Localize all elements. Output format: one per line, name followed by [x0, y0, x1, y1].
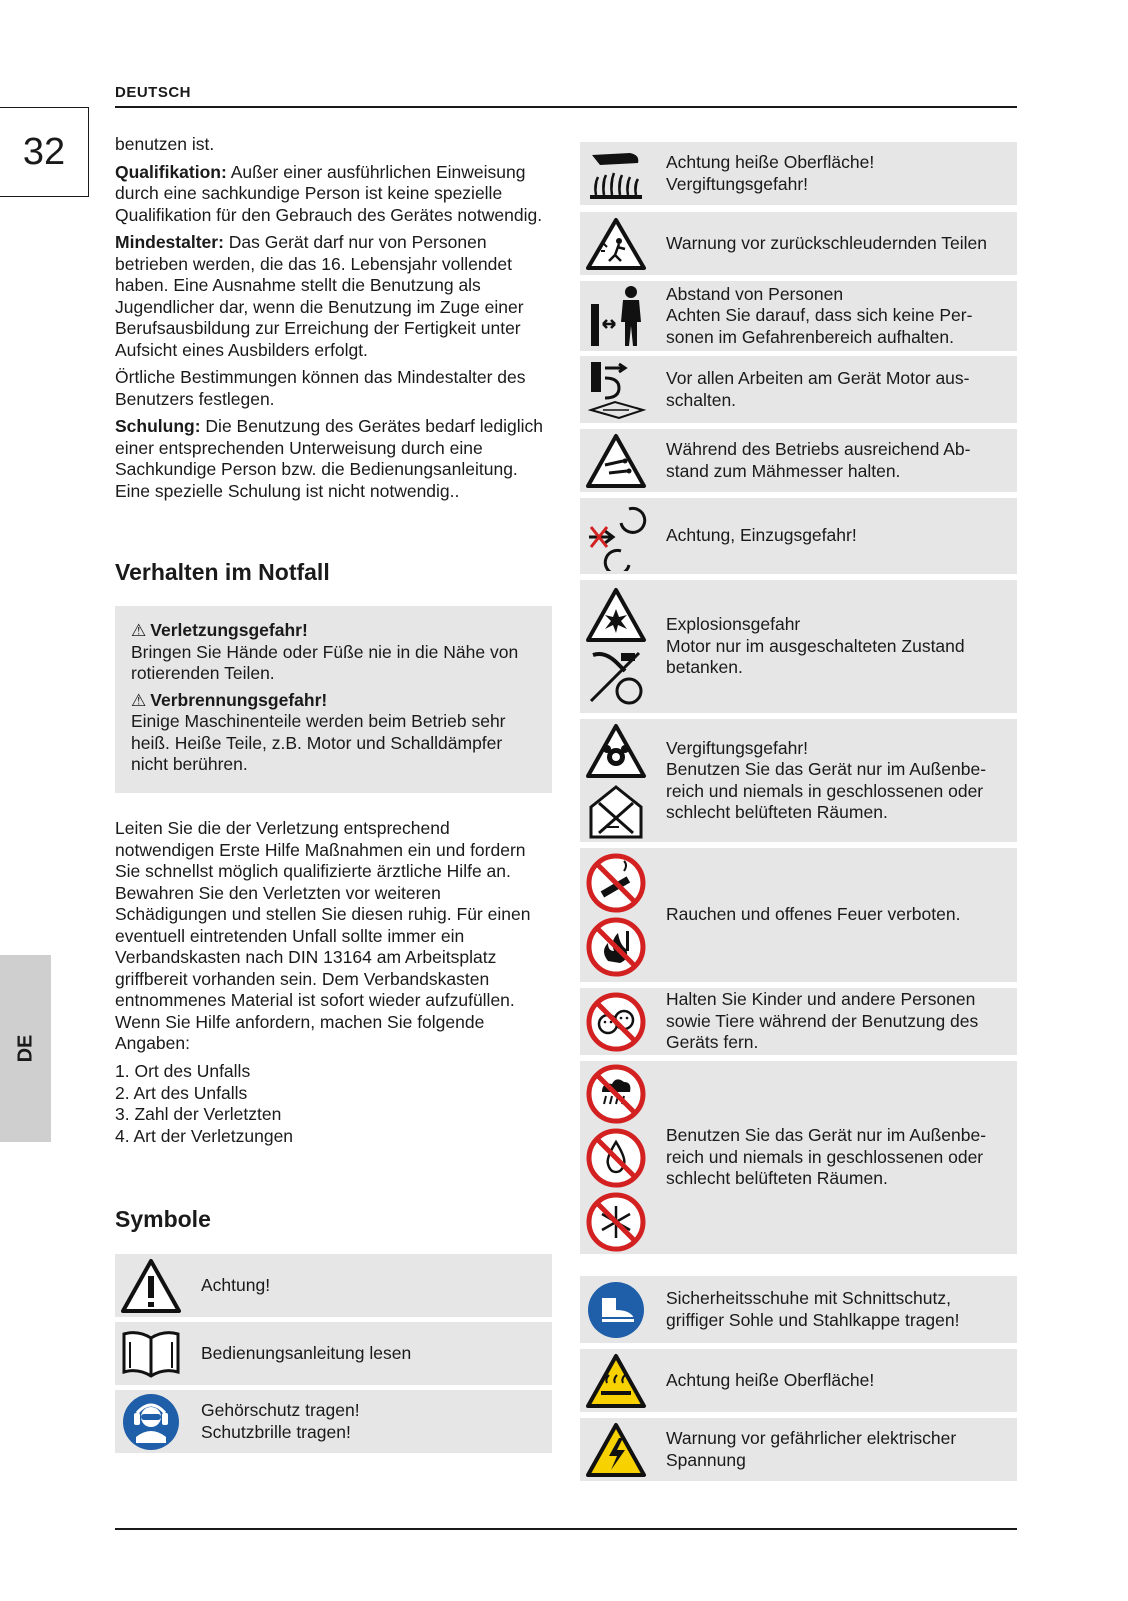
symbol-label: Warnung vor zurückschleudernden Teilen [666, 232, 988, 253]
hot-surface-yellow-icon [580, 1353, 652, 1409]
symbol-label: griffiger Sohle und Stahlkappe tragen! [666, 1309, 960, 1330]
symbol-row-no-children [580, 988, 1017, 1055]
safety-shoes-icon [580, 1280, 652, 1340]
footer-rule [115, 1528, 1017, 1530]
symbol-label: Achtung heiße Oberfläche! [666, 1369, 875, 1390]
qualifikation-label: Qualifikation: [115, 161, 227, 182]
symbol-label: reich und niemals in geschlossenen oder [666, 780, 984, 801]
qualifikation-paragraph [115, 162, 553, 227]
symbol-label: Geräts fern. [666, 1032, 759, 1053]
warning-2-text: Einige Maschinenteile werden beim Betrieb sehr heiß. Heiße Teile, z.B. Motor und Schalldämpfer nicht berühren. [131, 711, 506, 774]
symbol-label: stand zum Mähmesser halten. [666, 460, 901, 481]
symbol-row-hot-surface [580, 142, 1017, 205]
schulung-label: Schulung: [115, 416, 201, 436]
blade-distance-icon [580, 433, 652, 489]
symbol-label: Bedienungsanleitung lesen [201, 1342, 412, 1363]
warning-1-title: Verletzungsgefahr! [150, 620, 308, 640]
symbol-label: Motor nur im ausgeschalteten Zustand [666, 635, 965, 656]
entanglement-icon [580, 501, 652, 571]
symbol-label: Benutzen Sie das Gerät nur im Außenbe- [666, 759, 987, 779]
schulung-text: Die Benutzung des Gerätes bedarf lediglich einer entsprechenden Unterweisung durch eine Sachkundige Person bzw. die Bedienungsanleitung. Eine spezielle Schulung ist nicht notwendig.. [115, 416, 543, 501]
symbol-row-engine-off [580, 356, 1017, 423]
symbol-label: Rauchen und offenes Feuer verboten. [666, 904, 961, 925]
symbol-label: Achten Sie darauf, dass sich keine Per- [666, 305, 973, 326]
symbol-label: schlecht belüfteten Räumen. [666, 1168, 888, 1189]
oertliche-paragraph: Örtliche Bestimmungen können das Mindestalter des Benutzers festlegen. [115, 367, 526, 409]
symbol-label: Vor allen Arbeiten am Gerät Motor aus- [666, 368, 970, 388]
list-item: 3. Zahl der Verletzten [115, 1104, 282, 1124]
list-item: 4. Art der Verletzungen [115, 1125, 294, 1146]
symbol-label: schalten. [666, 389, 737, 410]
electric-voltage-icon [580, 1422, 652, 1478]
symbol-label: Spannung [666, 1449, 746, 1470]
symbol-row-blade-distance [580, 429, 1017, 492]
symbol-label: Sicherheitsschuhe mit Schnittschutz, [666, 1288, 951, 1308]
symbol-label: Achtung! [201, 1274, 271, 1295]
explosion-icon [580, 587, 652, 707]
symbole-heading: Symbole [115, 1206, 211, 1232]
symbol-label: Benutzen Sie das Gerät nur im Außenbe- [666, 1125, 987, 1146]
list-item: 1. Ort des Unfalls [115, 1061, 251, 1081]
warning-box [115, 606, 552, 793]
notfall-heading: Verhalten im Notfall [115, 559, 330, 585]
language-label: DEUTSCH [115, 84, 192, 101]
symbol-label: Vergiftungsgefahr! [666, 173, 809, 194]
symbol-row-achtung [115, 1254, 552, 1317]
symbol-label: sonen im Gefahrenbereich aufhalten. [666, 326, 954, 347]
intro-tail: benutzen ist. [115, 134, 215, 154]
mindestalter-label: Mindestalter: [115, 232, 224, 252]
symbol-row-safety-shoes [580, 1276, 1017, 1343]
symbol-label: Halten Sie Kinder und andere Personen [666, 989, 976, 1010]
symbol-row-thrown-objects [580, 212, 1017, 275]
symbol-label: Während des Betriebs ausreichend Ab- [666, 439, 971, 459]
poison-gas-icon [580, 723, 652, 839]
distance-persons-icon [580, 284, 652, 348]
warning-triangle-icon [115, 1258, 187, 1314]
warning-1-text: Bringen Sie Hände oder Füße nie in die Nähe von rotierenden Teilen. [131, 641, 519, 683]
symbol-label: Achtung heiße Oberfläche! [666, 152, 875, 172]
warning-triangle-icon: ⚠ [131, 621, 147, 640]
header-rule [115, 106, 1017, 108]
symbol-row-electric [580, 1418, 1017, 1481]
symbol-row-manual [115, 1322, 552, 1385]
symbol-label: reich und niemals in geschlossenen oder [666, 1146, 984, 1167]
accident-info-list [115, 1061, 553, 1147]
mindestalter-text: Das Gerät darf nur von Personen betrieben werden, die das 16. Lebensjahr vollendet haben. Eine Ausnahme stellt die Benutzung als Jugendlicher dar, wenn die Benutzung im Zuge einer Berufsausbildung zur Erreichung der Fertigkeit unter Aufsicht eines Ausbilders erfolgt. [115, 232, 524, 360]
schulung-paragraph [115, 416, 553, 502]
left-column-text [115, 134, 553, 508]
thrown-objects-icon [580, 217, 652, 271]
symbol-label: sowie Tiere während der Benutzung des [666, 1010, 979, 1031]
symbol-label: schlecht belüfteten Räumen. [666, 802, 888, 822]
symbol-label: Achtung, Einzugsgefahr! [666, 525, 857, 546]
mindestalter-paragraph [115, 232, 553, 361]
symbol-row-explosion [580, 580, 1017, 713]
symbol-row-entanglement [580, 498, 1017, 574]
page-number: 32 [0, 107, 89, 197]
language-side-tab [0, 955, 51, 1142]
manual-book-icon [115, 1328, 187, 1380]
no-smoking-icon [580, 853, 652, 977]
symbol-row-poison-gas [580, 719, 1017, 842]
symbol-label: Abstand von Personen [666, 283, 844, 304]
symbol-label: Gehörschutz tragen! [201, 1400, 360, 1420]
ear-eye-protection-icon [115, 1393, 187, 1451]
warning-1-title-row [131, 620, 536, 642]
first-aid-paragraph: Leiten Sie die der Verletzung entsprechend notwendigen Erste Hilfe Maßnahmen ein und fordern Sie schnellst möglich qualifizierte ärztliche Hilfe an. Bewahren Sie den Verletzten vor weiteren Schädigungen und stellen Sie diesen ruhig. Für einen eventuell eintretenden Unfall sollte immer ein Verbandskasten nach DIN 13164 am Arbeitsplatz griffbereit vorhanden sein. Dem Verbandskasten entnommenes Material ist sofort wieder aufzufüllen. Wenn Sie Hilfe anfordern, machen Sie folgende Angaben: [115, 818, 531, 1053]
symbol-label: betanken. [666, 657, 743, 678]
symbol-label: Explosionsgefahr [666, 614, 801, 635]
first-aid-text [115, 818, 553, 1055]
symbol-label: Schutzbrille tragen! [201, 1421, 351, 1442]
no-children-icon [580, 992, 652, 1052]
symbol-label: Warnung vor gefährlicher elektrischer [666, 1428, 957, 1448]
symbol-row-distance [580, 281, 1017, 351]
symbol-label: Vergiftungsgefahr! [666, 737, 809, 758]
symbol-row-protection [115, 1390, 552, 1453]
symbol-row-no-smoking [580, 848, 1017, 982]
list-item: 2. Art des Unfalls [115, 1082, 248, 1103]
warning-2-title: Verbrennungsgefahr! [150, 689, 328, 710]
side-tab-label: DE [13, 1034, 36, 1063]
warning-2-title-row [131, 690, 536, 712]
hot-surface-hand-icon [580, 147, 652, 201]
qualifikation-text: Außer einer ausführlichen Einweisung durch eine sachkundige Person ist keine spezielle Qualifikation für den Gebrauch des Gerätes notwendig. [115, 161, 543, 225]
warning-triangle-icon: ⚠ [131, 690, 147, 710]
symbol-row-no-rain [580, 1061, 1017, 1254]
no-rain-icon [580, 1064, 652, 1252]
symbol-row-hot-surface-yellow [580, 1349, 1017, 1412]
engine-off-icon [580, 358, 652, 422]
